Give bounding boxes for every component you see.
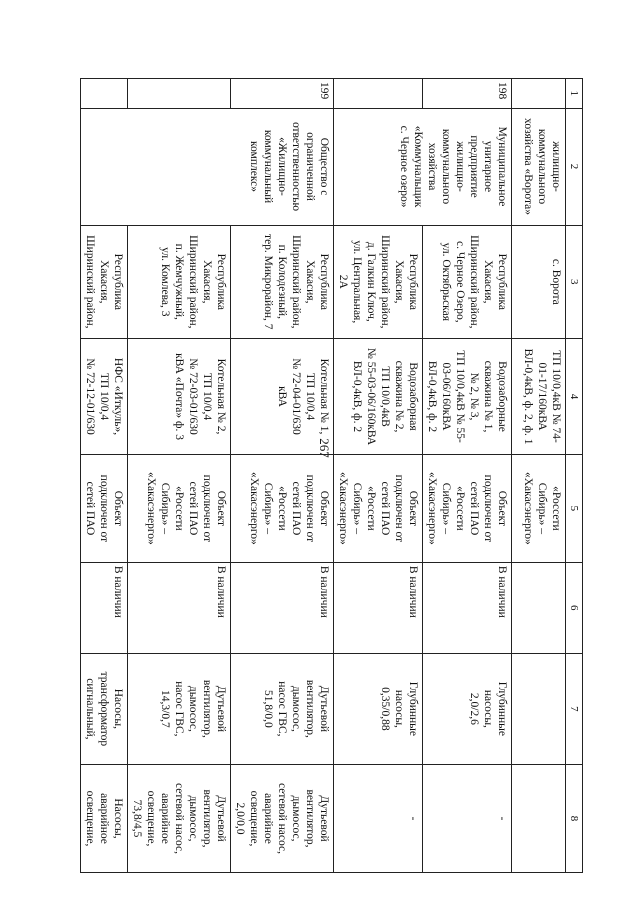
cell-address: Республика Хакасия, Ширинский район, п. Колодезный, тер. Микрорайон, 7	[231, 225, 334, 339]
cell-num	[128, 79, 231, 109]
cell-availability	[512, 562, 566, 653]
cell-equipment: Насосы, трансформатор сигнальный,	[81, 653, 128, 764]
header-row	[566, 79, 583, 873]
cell-availability: В наличии	[334, 562, 423, 653]
cell-connection: Объект подключен от сетей ПАО «Россети Сибирь» – «Хакасэнерго»	[128, 454, 231, 562]
cell-availability: В наличии	[423, 562, 512, 653]
cell-connection: Объект подключен от сетей ПАО «Россети Сибирь» – «Хакасэнерго»	[423, 454, 512, 562]
cell-equipment	[512, 653, 566, 764]
cell-address: Республика Хакасия, Ширинский район,	[81, 225, 128, 339]
cell-equipment: Глубинные насосы, 2,0/2,6	[423, 653, 512, 764]
page-number: 267	[317, 438, 332, 458]
cell-org: Общество с ограниченной ответственностью «Жилищно- коммунальный комплекс»	[81, 108, 334, 225]
cell-address: с. Ворота	[512, 225, 566, 339]
header-col-5: 5	[566, 454, 583, 562]
cell-object: НФС «Иткуль», ТП 10/0,4 № 72-12-01/630	[81, 339, 128, 455]
header-col-3: 3	[566, 225, 583, 339]
header-col-8: 8	[566, 765, 583, 873]
header-col-1: 1	[566, 79, 583, 109]
table-row	[512, 79, 566, 873]
cell-connection: «Россети Сибирь» – «Хакасэнерго»	[512, 454, 566, 562]
table-row	[423, 79, 512, 873]
cell-num: 198	[423, 79, 512, 109]
cell-availability: В наличии	[81, 562, 128, 653]
cell-num	[334, 79, 423, 109]
cell-notes: -	[423, 765, 512, 873]
cell-notes: -	[334, 765, 423, 873]
cell-num	[81, 79, 128, 109]
cell-object: Водозаборная скважина № 2, ТП 10/0,4кВ № 55-03-06/160кВА ВЛ-0,4кВ, ф. 2	[334, 339, 423, 455]
cell-address: Республика Хакасия, Ширинский район, п. Жемчужный, ул. Комлева, 3	[128, 225, 231, 339]
table-header	[566, 79, 583, 873]
cell-object: Водозаборные скважина № 1, № 2, № 3, ТП 10/0,4кВ № 55- 03-06/160кВА ВЛ-0,4кВ, ф. 2	[423, 339, 512, 455]
cell-notes: Дутьевой вентилятор, дымосос, сетевой насос, аварийное освещение, 73,8/4,5	[128, 765, 231, 873]
cell-object: ТП 10/0,4кВ № 74- 01-17/160кВА ВЛ-0,4кВ, ф. 2, ф. 1	[512, 339, 566, 455]
cell-notes: Насосы, аварийное освещение,	[81, 765, 128, 873]
cell-equipment: Глубинные насосы, 0,35/0,88	[334, 653, 423, 764]
cell-connection: Объект подключен от сетей ПАО «Россети Сибирь» – «Хакасэнерго»	[231, 454, 334, 562]
header-col-7: 7	[566, 653, 583, 764]
cell-equipment: Дутьевой вентилятор, дымосос, насос ГВС, 51,8/0,0	[231, 653, 334, 764]
cell-connection: Объект подключен от сетей ПАО	[81, 454, 128, 562]
cell-availability: В наличии	[231, 562, 334, 653]
cell-equipment: Дутьевой вентилятор, дымосос, насос ГВС, 14,3/0,7	[128, 653, 231, 764]
cell-address: Республика Хакасия, Ширинский район, д. Галкин Ключ, ул. Центральная, 2А	[334, 225, 423, 339]
table-row	[231, 79, 334, 873]
cell-object: Котельная № 2, ТП 10/0,4 № 72-03-01/630 кВА «Почта» ф. 3	[128, 339, 231, 455]
header-col-4: 4	[566, 339, 583, 455]
header-col-2: 2	[566, 108, 583, 225]
rotated-table-container	[84, 78, 583, 873]
cell-org: Муниципальное унитарное предприятие жилищно- коммунального хозяйства «Коммунальщик с. Черное озеро»	[334, 108, 512, 225]
cell-notes: Дутьевой вентилятор, дымосос, сетевой насос, аварийное освещение, 2,0/0,0	[231, 765, 334, 873]
cell-availability: В наличии	[128, 562, 231, 653]
header-col-6: 6	[566, 562, 583, 653]
cell-num: 199	[231, 79, 334, 109]
cell-connection: Объект подключен от сетей ПАО «Россети Сибирь» – «Хакасэнерго»	[334, 454, 423, 562]
cell-notes	[512, 765, 566, 873]
cell-org: жилищно- коммунального хозяйства «Ворота»	[512, 108, 566, 225]
data-table	[80, 78, 583, 873]
cell-object: Котельная № 1, ТП 10/0,4 № 72-04-01/630 кВА	[231, 339, 334, 455]
cell-address: Республика Хакасия, Ширинский район, с. Черное Озеро, ул. Октябрьская	[423, 225, 512, 339]
cell-num	[512, 79, 566, 109]
